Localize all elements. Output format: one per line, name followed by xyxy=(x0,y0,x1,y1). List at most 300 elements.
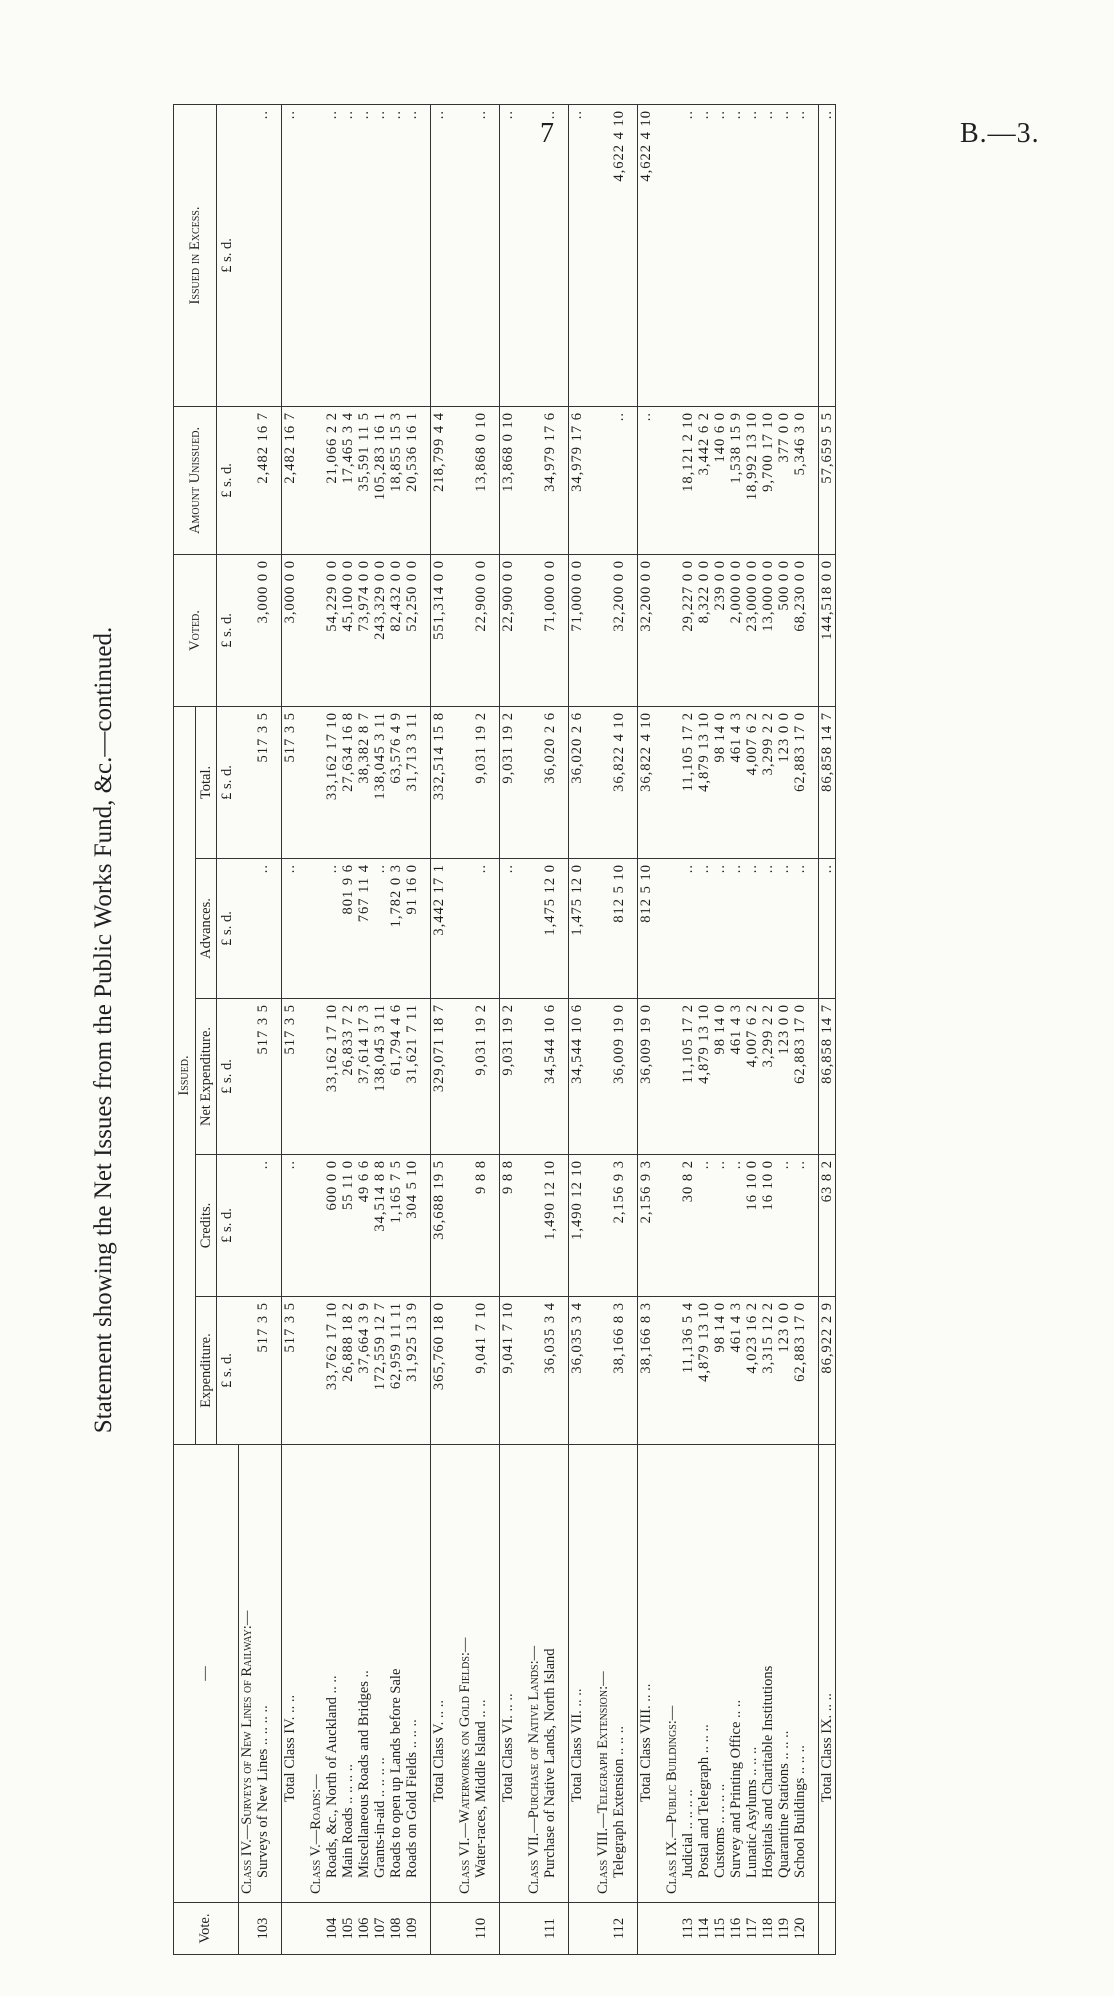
spacer-cell xyxy=(489,1297,500,1445)
spacer-cell xyxy=(447,554,457,706)
amount-exp xyxy=(664,1297,680,1445)
spacer-cell xyxy=(654,1297,664,1445)
vote-number xyxy=(457,1903,473,1955)
amount-unis: 5,346 3 0 xyxy=(792,406,808,554)
vote-number xyxy=(595,1903,611,1955)
amount-unis: 17,465 3 4 xyxy=(340,406,356,554)
amount-cred xyxy=(526,1155,542,1297)
header-total: Total. xyxy=(195,706,217,858)
spacer-cell xyxy=(808,1155,819,1297)
amount-cred xyxy=(457,1155,473,1297)
spacer-row xyxy=(298,104,308,1954)
units-label: £ s. d. xyxy=(217,1297,238,1445)
vote-number: 120 xyxy=(792,1903,808,1955)
amount-exp: 9,041 7 10 xyxy=(499,1297,516,1445)
amount-voted: 3,000 0 0 xyxy=(281,554,298,706)
amount-exc: .. xyxy=(372,104,388,406)
amount-cred: 1,165 7 5 xyxy=(388,1155,404,1297)
amount-voted xyxy=(238,554,255,706)
spacer-cell xyxy=(298,1903,308,1955)
amount-cred: 600 0 0 xyxy=(324,1155,340,1297)
amount-tot: 9,031 19 2 xyxy=(499,706,516,858)
spacer-cell xyxy=(271,554,282,706)
amount-net: 123 0 0 xyxy=(776,999,792,1155)
amount-exc xyxy=(238,104,255,406)
amount-voted: 45,100 0 0 xyxy=(340,554,356,706)
amount-voted xyxy=(308,554,324,706)
amount-voted: 82,432 0 0 xyxy=(388,554,404,706)
item-description: Judicial .. .. .. .. xyxy=(680,1445,696,1903)
amount-cred: 2,156 9 3 xyxy=(611,1155,627,1297)
document-reference: B.—3. xyxy=(960,118,1040,149)
header-credits: Credits. xyxy=(195,1155,217,1297)
table-row xyxy=(542,104,558,1954)
spacer-cell xyxy=(447,1155,457,1297)
spacer-cell xyxy=(558,1297,569,1445)
statement-table xyxy=(173,104,836,1955)
spacer-cell xyxy=(420,1155,431,1297)
amount-adv: 801 9 6 xyxy=(340,859,356,999)
amount-net: 61,794 4 6 xyxy=(388,999,404,1155)
spacer-cell xyxy=(558,1903,569,1955)
table-row xyxy=(728,104,744,1954)
vote-number: 106 xyxy=(356,1903,372,1955)
amount-unis: 218,799 4 4 xyxy=(430,406,447,554)
amount-net: 517 3 5 xyxy=(255,999,271,1155)
units-label: £ s. d. xyxy=(217,406,238,554)
amount-exp: 86,922 2 9 xyxy=(818,1297,835,1445)
amount-voted xyxy=(664,554,680,706)
spacer-cell xyxy=(808,1297,819,1445)
spacer-row xyxy=(447,104,457,1954)
amount-cred: 55 11 0 xyxy=(340,1155,356,1297)
total-label: Total Class VI. .. .. xyxy=(499,1445,516,1903)
amount-exp: 365,760 18 0 xyxy=(430,1297,447,1445)
spacer-cell xyxy=(654,706,664,858)
table-row xyxy=(404,104,420,1954)
spacer-cell xyxy=(271,1155,282,1297)
amount-adv: .. xyxy=(792,859,808,999)
amount-cred: .. xyxy=(712,1155,728,1297)
amount-adv xyxy=(595,859,611,999)
spacer-cell xyxy=(585,554,595,706)
spacer-cell xyxy=(808,1903,819,1955)
amount-tot: 11,105 17 2 xyxy=(680,706,696,858)
table-row xyxy=(611,104,627,1954)
spacer-cell xyxy=(489,1903,500,1955)
spacer-cell xyxy=(420,104,431,406)
spacer-cell xyxy=(654,1155,664,1297)
spacer-cell xyxy=(585,1155,595,1297)
class-total-row xyxy=(818,104,835,1954)
item-description: Main Roads .. .. .. .. xyxy=(340,1445,356,1903)
spacer-cell xyxy=(808,859,819,999)
class-heading-row xyxy=(238,104,255,1954)
amount-tot: 36,020 2 6 xyxy=(542,706,558,858)
amount-adv: 1,475 12 0 xyxy=(542,859,558,999)
amount-exc: .. xyxy=(728,104,744,406)
total-label: Total Class IV. .. .. xyxy=(281,1445,298,1903)
item-description: Water-races, Middle Island .. .. xyxy=(473,1445,489,1903)
spacer-cell xyxy=(808,104,819,406)
total-label: Total Class V. .. .. xyxy=(430,1445,447,1903)
spacer-cell xyxy=(271,859,282,999)
amount-unis: 18,992 13 10 xyxy=(744,406,760,554)
amount-exc: .. xyxy=(818,104,835,406)
spacer-cell xyxy=(627,1155,638,1297)
amount-unis: 1,538 15 9 xyxy=(728,406,744,554)
spacer-cell xyxy=(489,1155,500,1297)
class-heading: Class VIII.—Telegraph Extension:— xyxy=(595,1445,611,1903)
amount-cred: 304 5 10 xyxy=(404,1155,420,1297)
table-row xyxy=(680,104,696,1954)
units-label: £ s. d. xyxy=(217,1155,238,1297)
amount-cred: .. xyxy=(776,1155,792,1297)
amount-voted: 52,250 0 0 xyxy=(404,554,420,706)
class-total-row xyxy=(430,104,447,1954)
rotated-statement xyxy=(88,105,1078,1955)
amount-cred xyxy=(238,1155,255,1297)
amount-exp xyxy=(457,1297,473,1445)
table-row xyxy=(792,104,808,1954)
amount-tot: 9,031 19 2 xyxy=(473,706,489,858)
amount-cred: .. xyxy=(696,1155,712,1297)
vote-number xyxy=(526,1903,542,1955)
amount-net xyxy=(664,999,680,1155)
class-heading: Class VI.—Waterworks on Gold Fields:— xyxy=(457,1445,473,1903)
amount-tot: 98 14 0 xyxy=(712,706,728,858)
amount-tot: 461 4 3 xyxy=(728,706,744,858)
amount-net: 33,162 17 10 xyxy=(324,999,340,1155)
amount-exc: 4,622 4 10 xyxy=(637,104,654,406)
spacer-cell xyxy=(447,1903,457,1955)
amount-voted: 144,518 0 0 xyxy=(818,554,835,706)
item-description: Roads, &c., North of Auckland .. .. xyxy=(324,1445,340,1903)
amount-adv: 3,442 17 1 xyxy=(430,859,447,999)
spacer-cell xyxy=(489,859,500,999)
amount-exp: 4,023 16 2 xyxy=(744,1297,760,1445)
amount-exc: .. xyxy=(324,104,340,406)
amount-adv: .. xyxy=(728,859,744,999)
amount-exc: .. xyxy=(568,104,585,406)
amount-net: 517 3 5 xyxy=(281,999,298,1155)
spacer-cell xyxy=(585,1445,595,1903)
units-label: £ s. d. xyxy=(217,104,238,406)
amount-exp: 38,166 8 3 xyxy=(637,1297,654,1445)
amount-tot: 33,162 17 10 xyxy=(324,706,340,858)
item-description: Surveys of New Lines .. .. .. .. xyxy=(255,1445,271,1903)
amount-cred: 2,156 9 3 xyxy=(637,1155,654,1297)
vote-number: 116 xyxy=(728,1903,744,1955)
spacer-cell xyxy=(808,1445,819,1903)
spacer-cell xyxy=(516,706,526,858)
item-description: Grants-in-aid .. .. .. .. xyxy=(372,1445,388,1903)
item-description: Survey and Printing Office .. .. xyxy=(728,1445,744,1903)
amount-exc: .. xyxy=(255,104,271,406)
amount-net: 461 4 3 xyxy=(728,999,744,1155)
amount-exc: .. xyxy=(340,104,356,406)
amount-adv xyxy=(308,859,324,999)
spacer-cell xyxy=(558,706,569,858)
amount-adv: .. xyxy=(324,859,340,999)
amount-tot: 62,883 17 0 xyxy=(792,706,808,858)
spacer-cell xyxy=(271,104,282,406)
amount-net: 34,544 10 6 xyxy=(568,999,585,1155)
amount-unis: .. xyxy=(611,406,627,554)
amount-exc: .. xyxy=(542,104,558,406)
amount-unis: 140 6 0 xyxy=(712,406,728,554)
vote-number: 113 xyxy=(680,1903,696,1955)
amount-exc: .. xyxy=(356,104,372,406)
header-issued: Issued. xyxy=(174,706,196,1444)
amount-unis: 34,979 17 6 xyxy=(568,406,585,554)
vote-number: 117 xyxy=(744,1903,760,1955)
amount-exc xyxy=(595,104,611,406)
amount-adv: .. xyxy=(744,859,760,999)
amount-exc: .. xyxy=(712,104,728,406)
amount-exp xyxy=(308,1297,324,1445)
amount-cred: 36,688 19 5 xyxy=(430,1155,447,1297)
class-heading-row xyxy=(308,104,324,1954)
vote-number: 109 xyxy=(404,1903,420,1955)
amount-adv: .. xyxy=(712,859,728,999)
amount-adv: .. xyxy=(696,859,712,999)
spacer-cell xyxy=(558,554,569,706)
amount-unis: 20,536 16 1 xyxy=(404,406,420,554)
spacer-cell xyxy=(627,1297,638,1445)
vote-number: 115 xyxy=(712,1903,728,1955)
header-description: — xyxy=(174,1445,239,1903)
amount-tot: 138,045 3 11 xyxy=(372,706,388,858)
spacer-row xyxy=(558,104,569,1954)
total-label: Total Class VIII. .. .. xyxy=(637,1445,654,1903)
spacer-cell xyxy=(808,554,819,706)
table-row xyxy=(255,104,271,1954)
vote-number: 103 xyxy=(255,1903,271,1955)
amount-adv: .. xyxy=(680,859,696,999)
vote-number xyxy=(238,1903,255,1955)
table-row xyxy=(340,104,356,1954)
amount-exc: .. xyxy=(388,104,404,406)
class-heading: Class IX.—Public Buildings:— xyxy=(664,1445,680,1903)
amount-net: 34,544 10 6 xyxy=(542,999,558,1155)
spacer-cell xyxy=(654,554,664,706)
amount-exp xyxy=(238,1297,255,1445)
spacer-cell xyxy=(447,104,457,406)
spacer-cell xyxy=(298,406,308,554)
amount-cred: .. xyxy=(281,1155,298,1297)
header-vote: Vote. xyxy=(174,1903,239,1955)
amount-exc: .. xyxy=(404,104,420,406)
amount-tot: 123 0 0 xyxy=(776,706,792,858)
amount-exc: .. xyxy=(792,104,808,406)
amount-unis: 2,482 16 7 xyxy=(255,406,271,554)
table-row xyxy=(744,104,760,1954)
amount-net: 31,621 7 11 xyxy=(404,999,420,1155)
spacer-cell xyxy=(516,406,526,554)
spacer-cell xyxy=(489,104,500,406)
spacer-row xyxy=(585,104,595,1954)
units-label: £ s. d. xyxy=(217,554,238,706)
amount-net: 4,007 6 2 xyxy=(744,999,760,1155)
item-description: Purchase of Native Lands, North Island xyxy=(542,1445,558,1903)
table-row xyxy=(473,104,489,1954)
spacer-cell xyxy=(654,406,664,554)
amount-exp: 37,664 3 9 xyxy=(356,1297,372,1445)
class-total-row xyxy=(568,104,585,1954)
amount-voted: 551,314 0 0 xyxy=(430,554,447,706)
amount-adv: .. xyxy=(281,859,298,999)
amount-exc: .. xyxy=(680,104,696,406)
spacer-cell xyxy=(489,706,500,858)
vote-number: 114 xyxy=(696,1903,712,1955)
amount-voted: 71,000 0 0 xyxy=(542,554,558,706)
spacer-cell xyxy=(447,406,457,554)
amount-exc xyxy=(308,104,324,406)
item-description: Customs .. .. .. .. xyxy=(712,1445,728,1903)
table-row xyxy=(324,104,340,1954)
amount-net: 62,883 17 0 xyxy=(792,999,808,1155)
spacer-cell xyxy=(627,406,638,554)
spacer-cell xyxy=(627,706,638,858)
amount-exc: .. xyxy=(744,104,760,406)
amount-tot xyxy=(238,706,255,858)
spacer-cell xyxy=(447,1445,457,1903)
amount-cred: 9 8 8 xyxy=(499,1155,516,1297)
amount-cred: 1,490 12 10 xyxy=(542,1155,558,1297)
spacer-row xyxy=(489,104,500,1954)
amount-net: 138,045 3 11 xyxy=(372,999,388,1155)
amount-tot: 517 3 5 xyxy=(281,706,298,858)
spacer-cell xyxy=(585,406,595,554)
table-row xyxy=(356,104,372,1954)
amount-tot: 4,879 13 10 xyxy=(696,706,712,858)
amount-voted: 71,000 0 0 xyxy=(568,554,585,706)
spacer-cell xyxy=(271,999,282,1155)
amount-tot: 36,822 4 10 xyxy=(637,706,654,858)
header-voted: Voted. xyxy=(174,554,217,706)
amount-cred: .. xyxy=(792,1155,808,1297)
amount-net: 37,614 17 3 xyxy=(356,999,372,1155)
vote-number xyxy=(281,1903,298,1955)
spacer-cell xyxy=(489,554,500,706)
spacer-cell xyxy=(516,104,526,406)
vote-number: 110 xyxy=(473,1903,489,1955)
amount-cred: .. xyxy=(255,1155,271,1297)
vote-number xyxy=(664,1903,680,1955)
spacer-cell xyxy=(654,859,664,999)
amount-unis: 105,283 16 1 xyxy=(372,406,388,554)
class-heading: Class V.—Roads:— xyxy=(308,1445,324,1903)
table-row xyxy=(696,104,712,1954)
amount-net xyxy=(308,999,324,1155)
spacer-cell xyxy=(298,1297,308,1445)
amount-exc: .. xyxy=(281,104,298,406)
spacer-cell xyxy=(298,859,308,999)
item-description: Lunatic Asylums .. .. .. xyxy=(744,1445,760,1903)
amount-adv: 767 11 4 xyxy=(356,859,372,999)
spacer-cell xyxy=(420,1297,431,1445)
statement-title: Statement showing the Net Issues from the Public Works Fund, &c.—continued. xyxy=(90,626,117,1434)
class-total-row xyxy=(499,104,516,1954)
amount-unis: 18,121 2 10 xyxy=(680,406,696,554)
statement-body xyxy=(238,104,835,1954)
item-description: Hospitals and Charitable Institutions xyxy=(760,1445,776,1903)
amount-exp: 517 3 5 xyxy=(281,1297,298,1445)
units-label: £ s. d. xyxy=(217,999,238,1155)
amount-cred xyxy=(308,1155,324,1297)
spacer-cell xyxy=(489,406,500,554)
amount-tot: 63,576 4 9 xyxy=(388,706,404,858)
amount-unis: 35,591 11 5 xyxy=(356,406,372,554)
amount-tot xyxy=(308,706,324,858)
spacer-cell xyxy=(271,706,282,858)
amount-tot: 517 3 5 xyxy=(255,706,271,858)
amount-unis: 377 0 0 xyxy=(776,406,792,554)
amount-cred: .. xyxy=(728,1155,744,1297)
spacer-cell xyxy=(654,104,664,406)
spacer-cell xyxy=(298,104,308,406)
amount-adv: .. xyxy=(255,859,271,999)
amount-cred: 16 10 0 xyxy=(760,1155,776,1297)
spacer-row xyxy=(271,104,282,1954)
amount-unis: 13,868 0 10 xyxy=(499,406,516,554)
amount-cred: 16 10 0 xyxy=(744,1155,760,1297)
vote-number: 104 xyxy=(324,1903,340,1955)
amount-voted: 243,329 0 0 xyxy=(372,554,388,706)
amount-unis: 13,868 0 10 xyxy=(473,406,489,554)
amount-exc: 4,622 4 10 xyxy=(611,104,627,406)
vote-number xyxy=(430,1903,447,1955)
spacer-cell xyxy=(447,706,457,858)
amount-unis: 18,855 15 3 xyxy=(388,406,404,554)
amount-tot: 38,382 8 7 xyxy=(356,706,372,858)
class-heading-row xyxy=(595,104,611,1954)
spacer-cell xyxy=(447,1297,457,1445)
amount-exp: 36,035 3 4 xyxy=(568,1297,585,1445)
spacer-cell xyxy=(654,999,664,1155)
amount-exp: 98 14 0 xyxy=(712,1297,728,1445)
class-heading-row xyxy=(457,104,473,1954)
spacer-cell xyxy=(516,859,526,999)
spacer-row xyxy=(516,104,526,1954)
spacer-cell xyxy=(558,999,569,1155)
table-row xyxy=(776,104,792,1954)
spacer-cell xyxy=(298,706,308,858)
amount-voted: 2,000 0 0 xyxy=(728,554,744,706)
spacer-cell xyxy=(558,859,569,999)
amount-adv: .. xyxy=(372,859,388,999)
statement-table-wrap xyxy=(173,105,1078,1955)
amount-tot: 31,713 3 11 xyxy=(404,706,420,858)
amount-voted: 32,200 0 0 xyxy=(637,554,654,706)
vote-number: 107 xyxy=(372,1903,388,1955)
table-row xyxy=(712,104,728,1954)
spacer-cell xyxy=(627,1903,638,1955)
amount-tot xyxy=(595,706,611,858)
amount-exp xyxy=(526,1297,542,1445)
spacer-cell xyxy=(516,999,526,1155)
amount-adv: 91 16 0 xyxy=(404,859,420,999)
amount-voted: 32,200 0 0 xyxy=(611,554,627,706)
item-description: Telegraph Extension .. .. .. xyxy=(611,1445,627,1903)
amount-exp: 3,315 12 2 xyxy=(760,1297,776,1445)
amount-exc: .. xyxy=(776,104,792,406)
units-label: £ s. d. xyxy=(217,859,238,999)
spacer-cell xyxy=(420,406,431,554)
spacer-cell xyxy=(627,104,638,406)
amount-unis: 34,979 17 6 xyxy=(542,406,558,554)
